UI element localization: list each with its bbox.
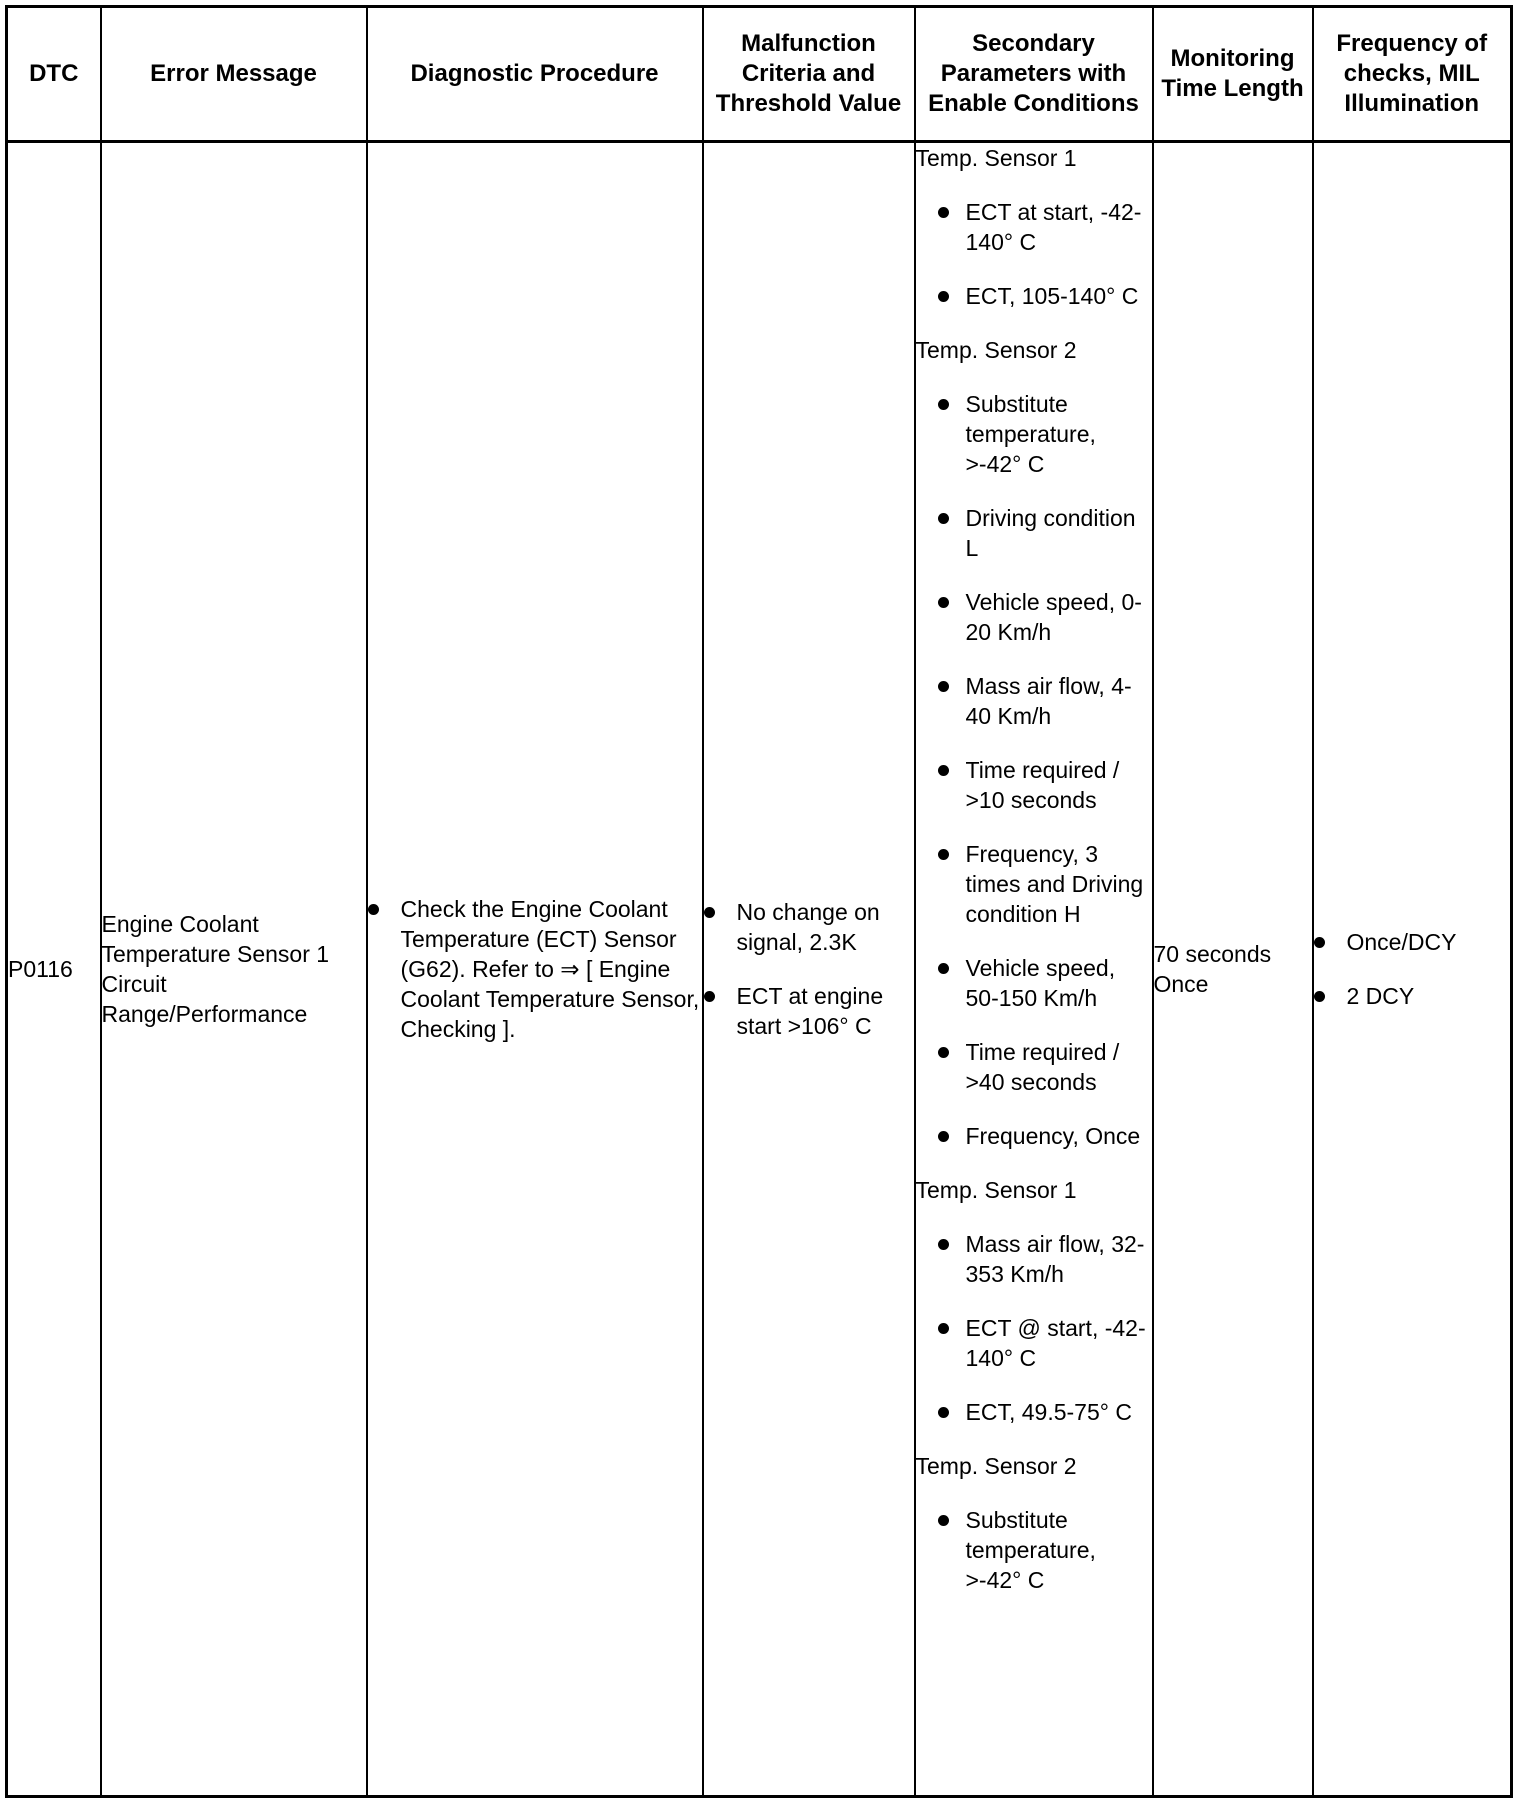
monitoring-time-duration: 70 seconds: [1153, 941, 1272, 967]
table-row: [7, 142, 1512, 1797]
secondary-list: [916, 1505, 1152, 1595]
list-item: Substitute temperature, >-42° C: [916, 389, 1152, 479]
header-row: [7, 7, 1512, 142]
header-secondary-parameters: Secondary Parameters with Enable Conditions: [915, 7, 1153, 142]
header-dtc: DTC: [7, 7, 101, 142]
frequency-cell: [1313, 142, 1512, 1797]
list-item: Time required / >40 seconds: [916, 1037, 1152, 1097]
dtc-code-cell: P0116: [7, 142, 101, 1797]
error-message-cell: Engine Coolant Temperature Sensor 1 Circuit Range/Performance: [101, 142, 367, 1797]
list-item: Vehicle speed, 50-150 Km/h: [916, 953, 1152, 1013]
list-item: ECT, 105-140° C: [916, 281, 1152, 311]
diagnostic-procedure-cell: [367, 142, 703, 1797]
list-item: 2 DCY: [1314, 981, 1511, 1011]
secondary-parameters-cell: [915, 142, 1153, 1797]
list-item: Frequency, 3 times and Driving condition H: [916, 839, 1152, 929]
secondary-group-title: Temp. Sensor 2: [915, 337, 1077, 363]
table-header: [7, 7, 1512, 142]
dtc-table: [5, 5, 1513, 1798]
secondary-list: [916, 1229, 1152, 1427]
secondary-list: [916, 389, 1152, 1151]
header-diagnostic-procedure: Diagnostic Procedure: [367, 7, 703, 142]
list-item: Check the Engine Coolant Temperature (ECT) Sensor (G62). Refer to ⇒ [ Engine Coolant Temperature Sensor, Checking ].: [368, 894, 702, 1044]
list-item: Substitute temperature, >-42° C: [916, 1505, 1152, 1595]
list-item: Mass air flow, 4-40 Km/h: [916, 671, 1152, 731]
monitoring-time-cell: [1153, 142, 1313, 1797]
list-item: ECT at start, -42-140° C: [916, 197, 1152, 257]
list-item: Frequency, Once: [916, 1121, 1152, 1151]
malfunction-criteria-list: [704, 897, 914, 1041]
monitoring-time-occurrence: Once: [1153, 971, 1209, 997]
secondary-group: [916, 1175, 1152, 1427]
list-item: Vehicle speed, 0-20 Km/h: [916, 587, 1152, 647]
list-item: Time required / >10 seconds: [916, 755, 1152, 815]
list-item: Once/DCY: [1314, 927, 1511, 957]
malfunction-criteria-cell: [703, 142, 915, 1797]
list-item: ECT, 49.5-75° C: [916, 1397, 1152, 1427]
list-item: ECT at engine start >106° C: [704, 981, 914, 1041]
header-malfunction-criteria: Malfunction Criteria and Threshold Value: [703, 7, 915, 142]
header-frequency: Frequency of checks, MIL Illumination: [1313, 7, 1512, 142]
header-monitoring-time: Monitoring Time Length: [1153, 7, 1313, 142]
header-error-message: Error Message: [101, 7, 367, 142]
list-item: Driving condition L: [916, 503, 1152, 563]
list-item: Mass air flow, 32-353 Km/h: [916, 1229, 1152, 1289]
list-item: ECT @ start, -42-140° C: [916, 1313, 1152, 1373]
list-item: No change on signal, 2.3K: [704, 897, 914, 957]
secondary-group: [916, 1451, 1152, 1595]
secondary-group: [916, 335, 1152, 1151]
diagnostic-procedure-list: [368, 894, 702, 1044]
secondary-group-title: Temp. Sensor 2: [915, 1453, 1077, 1479]
frequency-list: [1314, 927, 1511, 1011]
secondary-group-title: Temp. Sensor 1: [915, 1177, 1077, 1203]
secondary-group: [916, 143, 1152, 311]
secondary-list: [916, 197, 1152, 311]
secondary-group-title: Temp. Sensor 1: [915, 145, 1077, 171]
